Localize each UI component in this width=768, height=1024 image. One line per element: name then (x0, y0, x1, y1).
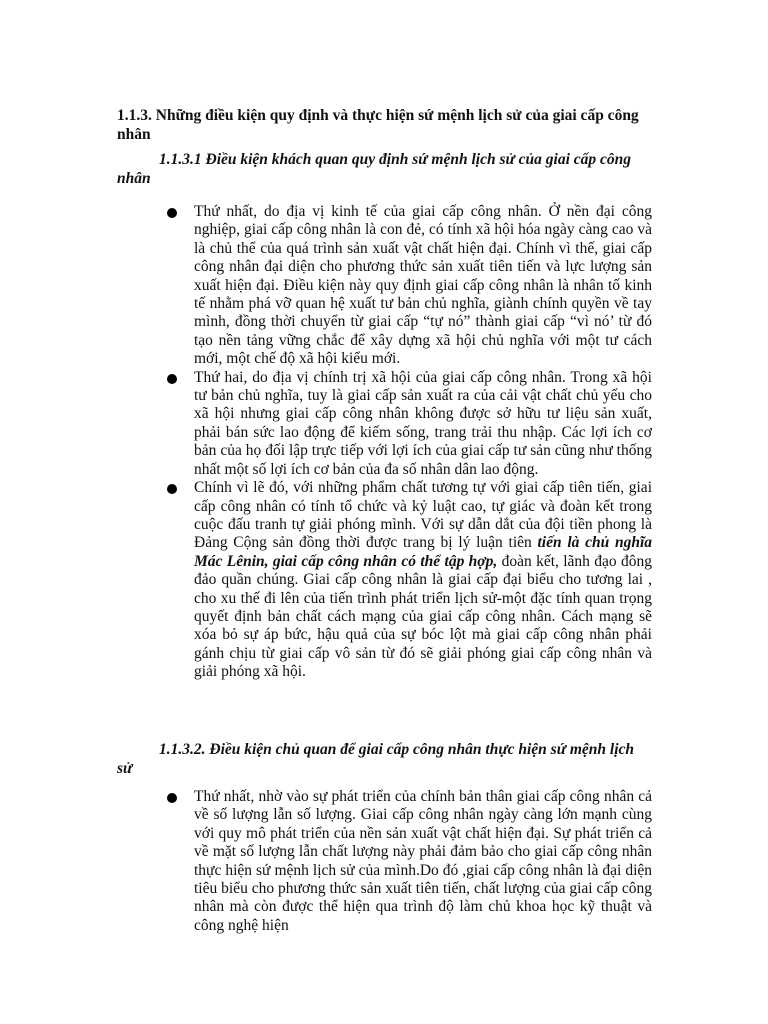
subjective-conditions-list (117, 788, 652, 935)
bullet-icon (167, 793, 177, 803)
subsection-heading-1-1-3-1: 1.1.3.1 Điều kiện khách quan quy định sứ mệnh lịch sử của giai cấp công nhân (117, 151, 632, 187)
section-heading-1-1-3: 1.1.3. Những điều kiện quy định và thực hiện sứ mệnh lịch sử của giai cấp công nhân (117, 107, 639, 143)
bullet-icon (167, 484, 177, 494)
list-item-text: Thứ nhất, nhờ vào sự phát triển của chính bản thân giai cấp công nhân cả về số lượng lẫn số lượng. Giai cấp công nhân ngày càng lớn mạnh cùng với quy mô phát triển của nền sản xuất vật chất hiện đại. Sự phát triển cả về mặt số lượng lẫn chất lượng này phải đảm bảo cho giai cấp công nhân thực hiện sứ mệnh lịch sử của mình.Do đó ,giai cấp công nhân là đại diện tiêu biểu cho phương thức sản xuất tiên tiến, chất lượng của giai cấp công nhân mà còn được thể hiện qua trình độ làm chủ khoa học kỹ thuật và công nghệ hiện (194, 788, 652, 934)
list-item-text-start: Chính vì lẽ đó, với những phẩm chất tương tự với giai cấp tiên tiến, giai cấp công nhân có tính tổ chức và kỷ luật cao, tự giác và đoàn kết trong cuộc đấu tranh tự giải phóng mình. Với sự dẫn dắt của đội tiền phong là Đảng Cộng sản đồng thời được trang bị lý luận tiên (194, 479, 652, 552)
list-item (117, 203, 652, 369)
list-item-text: Thứ hai, do địa vị chính trị xã hội của giai cấp công nhân. Trong xã hội tư bản chủ nghĩa, tuy là giai cấp sản xuất ra của cải vật chất chủ yếu cho xã hội nhưng giai cấp công nhân không được sở hữu tư liệu sản xuất, phải bán sức lao động để kiếm sống, trang trải thu nhập. Các lợi ích cơ bản của họ đối lập trực tiếp với lợi ích của giai cấp tư sản cũng như thống nhất một số lợi ích cơ bản của đa số nhân dân lao động. (194, 368, 652, 478)
list-item (117, 788, 652, 935)
subsection-heading-1-1-3-2: 1.1.3.2. Điều kiện chủ quan để giai cấp công nhân thực hiện sứ mệnh lịch sử (117, 741, 635, 777)
list-item-text-end: đoàn kết, lãnh đạo đông đảo quần chúng. Giai cấp công nhân là giai cấp đại biểu cho tương lai , cho xu thế đi lên của tiến trình phát triển lịch sử-một đặc tính quan trọng quyết định bản chất cách mạng của giai cấp công nhân. Cách mạng sẽ xóa bỏ sự áp bức, hậu quả của sự bóc lột mà giai cấp công nhân phải gánh chịu từ giai cấp vô sản từ đó sẽ giải phóng giai cấp công nhân và giải phóng xã hội. (194, 552, 652, 681)
bullet-icon (167, 208, 177, 218)
bullet-icon (167, 374, 177, 384)
list-item-text: Thứ nhất, do địa vị kinh tế của giai cấp công nhân. Ở nền đại công nghiệp, giai cấp công nhân là con đẻ, có tính xã hội hóa ngày càng cao và là chủ thể của quá trình sản xuất vật chất hiện đại. Chính vì thế, giai cấp công nhân đại diện cho phương thức sản xuất tiên tiến và lực lượng sản xuất hiện đại. Điều kiện này quy định giai cấp công nhân là nhân tố kinh tế nhằm phá vỡ quan hệ xuất tư bản chủ nghĩa, giành chính quyền về tay mình, đồng thời chuyển từ giai cấp “tự nó” thành giai cấp “vì nó’ từ đó tạo nền tảng vững chắc để xây dựng xã hội chủ nghĩa với một tư cách mới, một chế độ xã hội kiểu mới. (194, 203, 652, 368)
list-item (117, 369, 652, 479)
objective-conditions-list (117, 203, 652, 682)
list-item-emphasis: tiến là chủ nghĩa Mác Lênin, giai cấp công nhân có thể tập hợp, (194, 534, 652, 570)
list-item (117, 479, 652, 681)
